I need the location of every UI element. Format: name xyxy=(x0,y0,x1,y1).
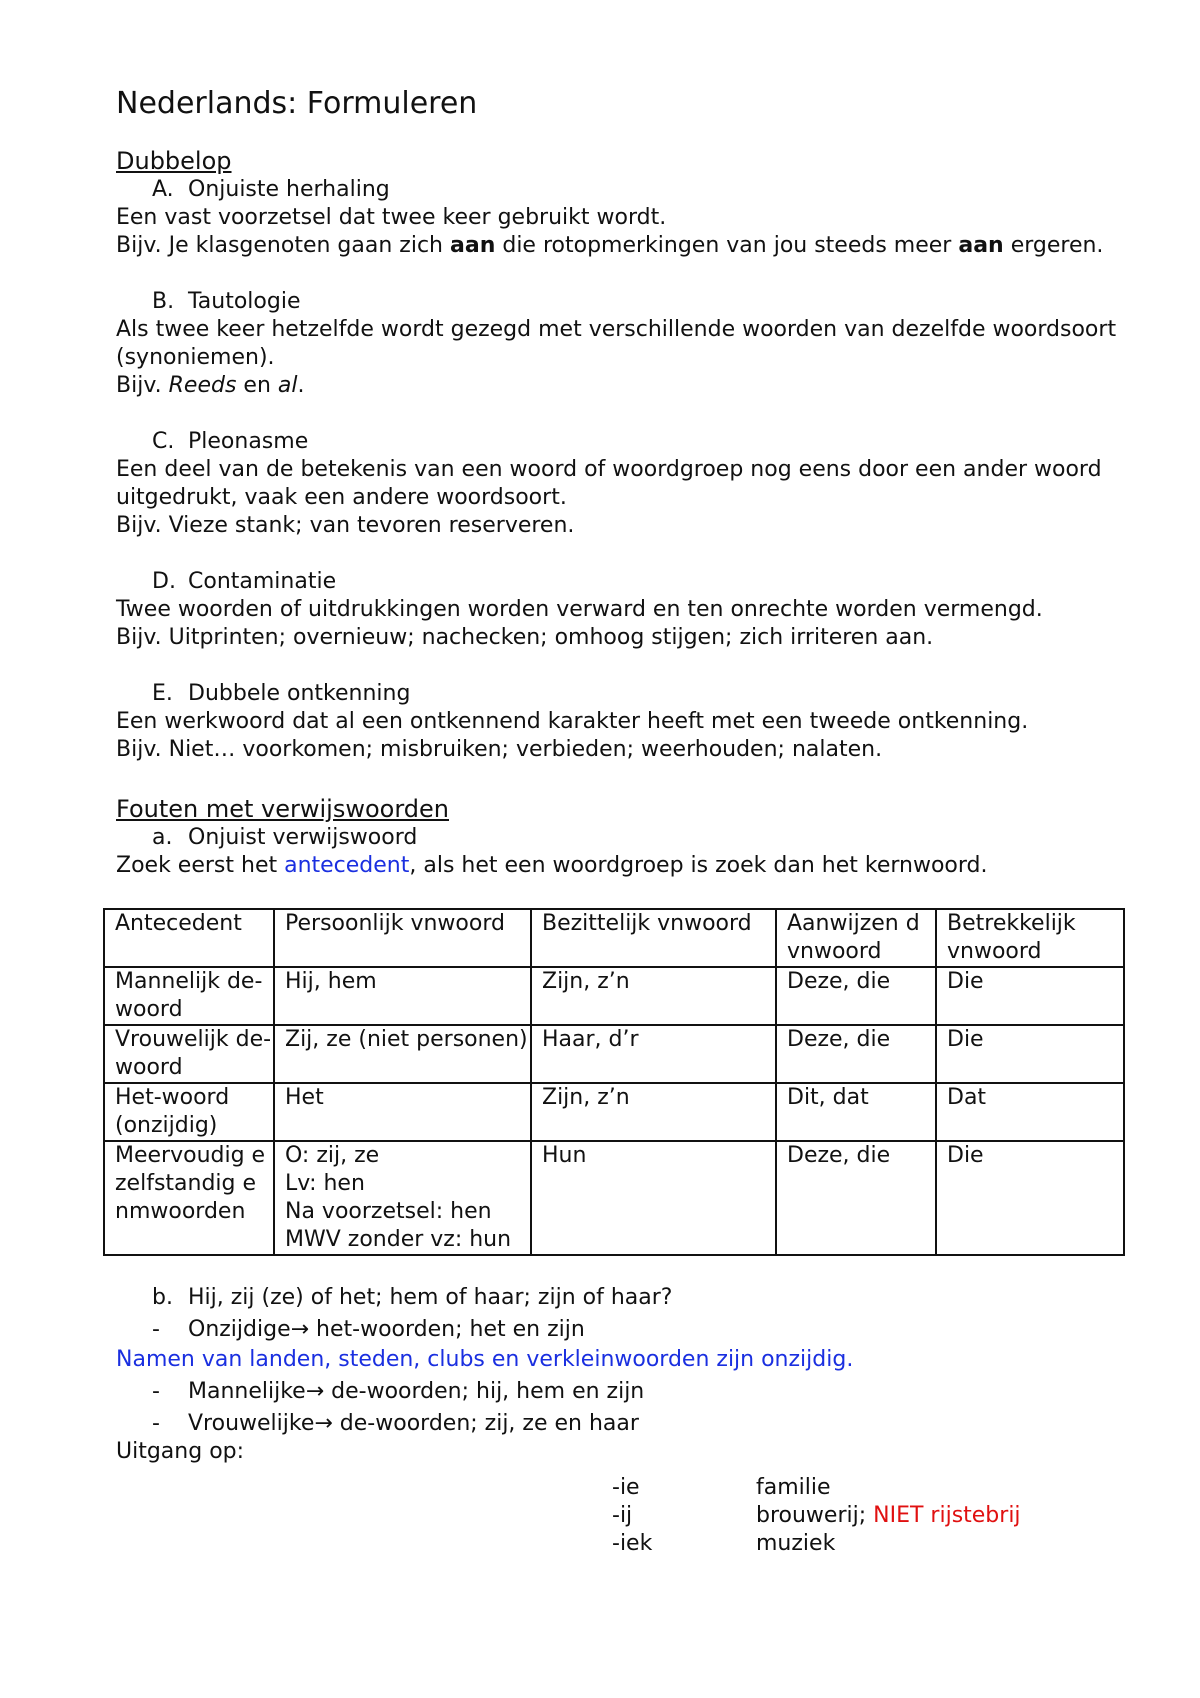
suffix-row xyxy=(612,1474,1126,1502)
uitgang-label: Uitgang op: xyxy=(116,1439,245,1464)
page-title: Nederlands: Formuleren xyxy=(116,86,478,121)
table-header-row xyxy=(104,909,1124,967)
bold-word: aan xyxy=(958,233,1004,258)
list-letter: a. xyxy=(152,825,173,850)
section-heading-dubbelop: Dubbelop xyxy=(116,147,232,175)
list-letter: B. xyxy=(152,289,175,314)
table-cell: Mannelijk de-woord xyxy=(104,967,274,1025)
example-line: Bijv. Vieze stank; van tevoren reserveren. xyxy=(116,513,575,538)
subheading-text: Pleonasme xyxy=(188,429,309,454)
italic-word: al xyxy=(277,373,298,398)
dash-bullet: - xyxy=(152,1411,160,1436)
table-cell: Dat xyxy=(936,1083,1124,1141)
list-letter: E. xyxy=(152,681,173,706)
table-cell: Meervoudig e zelfstandig e nmwoorden xyxy=(104,1141,274,1255)
table-cell: Deze, die xyxy=(776,1141,936,1255)
italic-word: Reeds xyxy=(168,373,237,398)
table-header-cell: Antecedent xyxy=(104,909,274,967)
note-onzijdig: Namen van landen, steden, clubs en verkleinwoorden zijn onzijdig. xyxy=(116,1347,854,1372)
suffix: -ie xyxy=(612,1475,640,1500)
table-cell: Deze, die xyxy=(776,967,936,1025)
bullet-mannelijk: - Mannelijke→ de-woorden; hij, hem en zijn xyxy=(152,1379,645,1404)
table-cell: Zijn, z’n xyxy=(531,1083,776,1141)
suffix: -ij xyxy=(612,1503,633,1528)
list-letter: D. xyxy=(152,569,176,594)
section-heading-verwijswoorden: Fouten met verwijswoorden xyxy=(116,795,449,823)
suffix-example: familie xyxy=(756,1475,831,1500)
list-letter: A. xyxy=(152,177,174,202)
table-cell: Dit, dat xyxy=(776,1083,936,1141)
definition-line: Twee woorden of uitdrukkingen worden verward en ten onrechte worden vermengd. xyxy=(116,597,1043,622)
suffix-row xyxy=(612,1530,1126,1558)
antecedent-term: antecedent xyxy=(284,853,410,878)
bullet-onzijdig: - Onzijdige→ het-woorden; het en zijn xyxy=(152,1317,585,1342)
table-cell: Het-woord (onzijdig) xyxy=(104,1083,274,1141)
table-cell: Die xyxy=(936,1025,1124,1083)
dash-bullet: - xyxy=(152,1317,160,1342)
example-line: Bijv. Reeds en al. xyxy=(116,373,305,398)
pronoun-table xyxy=(103,908,1125,1256)
subheading-text: Onjuiste herhaling xyxy=(188,177,390,202)
subheading-e xyxy=(152,680,1126,708)
definition-line: Als twee keer hetzelfde wordt gezegd met verschillende woorden van dezelfde woordsoort (synoniemen). xyxy=(116,317,1117,370)
subheading-text: Tautologie xyxy=(188,289,301,314)
subheading-text: Contaminatie xyxy=(188,569,337,594)
table-cell: Die xyxy=(936,1141,1124,1255)
table-row xyxy=(104,1141,1124,1255)
suffix-example: muziek xyxy=(756,1531,836,1556)
bold-word: aan xyxy=(450,233,496,258)
example-line: Bijv. Niet… voorkomen; misbruiken; verbieden; weerhouden; nalaten. xyxy=(116,737,883,762)
definition-line: Een werkwoord dat al een ontkennend karakter heeft met een tweede ontkenning. xyxy=(116,709,1029,734)
subheading-a xyxy=(152,176,1126,204)
table-row xyxy=(104,1025,1124,1083)
table-cell: Die xyxy=(936,967,1124,1025)
table-header-cell: Persoonlijk vnwoord xyxy=(274,909,531,967)
subheading-text: Dubbele ontkenning xyxy=(188,681,411,706)
intro-line: Zoek eerst het antecedent, als het een woordgroep is zoek dan het kernwoord. xyxy=(116,853,988,878)
table-cell: Vrouwelijk de-woord xyxy=(104,1025,274,1083)
subheading-c xyxy=(152,428,1126,456)
suffix: -iek xyxy=(612,1531,653,1556)
table-cell: Hij, hem xyxy=(274,967,531,1025)
table-header-cell: Aanwijzen d vnwoord xyxy=(776,909,936,967)
dash-bullet: - xyxy=(152,1379,160,1404)
subheading-d xyxy=(152,568,1126,596)
document-content xyxy=(116,84,1126,1558)
subheading-a-lower xyxy=(152,824,1126,852)
exception-note: NIET rijstebrij xyxy=(873,1503,1021,1528)
subheading-text: Onjuist verwijswoord xyxy=(188,825,418,850)
table-row xyxy=(104,1083,1124,1141)
arrow-icon: → xyxy=(290,1317,310,1342)
definition-line: Een deel van de betekenis van een woord of woordgroep nog eens door een ander woord uitgedrukt, vaak een andere woordsoort. xyxy=(116,457,1102,510)
table-cell: Zijn, z’n xyxy=(531,967,776,1025)
arrow-icon: → xyxy=(305,1379,325,1404)
suffix-example: brouwerij; xyxy=(756,1503,874,1528)
table-cell: Zij, ze (niet personen) xyxy=(274,1025,531,1083)
table-cell: Deze, die xyxy=(776,1025,936,1083)
list-letter: b. xyxy=(152,1285,173,1310)
subheading-text: Hij, zij (ze) of het; hem of haar; zijn of haar? xyxy=(188,1285,673,1310)
subheading-b xyxy=(152,288,1126,316)
definition-line: Een vast voorzetsel dat twee keer gebruikt wordt. xyxy=(116,205,667,230)
table-cell: Haar, d’r xyxy=(531,1025,776,1083)
table-header-cell: Bezittelijk vnwoord xyxy=(531,909,776,967)
arrow-icon: → xyxy=(314,1411,333,1436)
table-cell: Het xyxy=(274,1083,531,1141)
table-header-cell: Betrekkelijk vnwoord xyxy=(936,909,1124,967)
subheading-b-lower xyxy=(152,1284,1126,1312)
example-line: Bijv. Je klasgenoten gaan zich aan die rotopmerkingen van jou steeds meer aan ergeren. xyxy=(116,233,1104,258)
bullet-vrouwelijk: - Vrouwelijke→ de-woorden; zij, ze en haar xyxy=(152,1411,639,1436)
suffix-list xyxy=(612,1474,1126,1558)
table-cell: O: zij, ze Lv: hen Na voorzetsel: hen MWV zonder vz: hun xyxy=(274,1141,531,1255)
table-row xyxy=(104,967,1124,1025)
example-line: Bijv. Uitprinten; overnieuw; nachecken; omhoog stijgen; zich irriteren aan. xyxy=(116,625,934,650)
list-letter: C. xyxy=(152,429,175,454)
suffix-row xyxy=(612,1502,1126,1530)
table-cell: Hun xyxy=(531,1141,776,1255)
